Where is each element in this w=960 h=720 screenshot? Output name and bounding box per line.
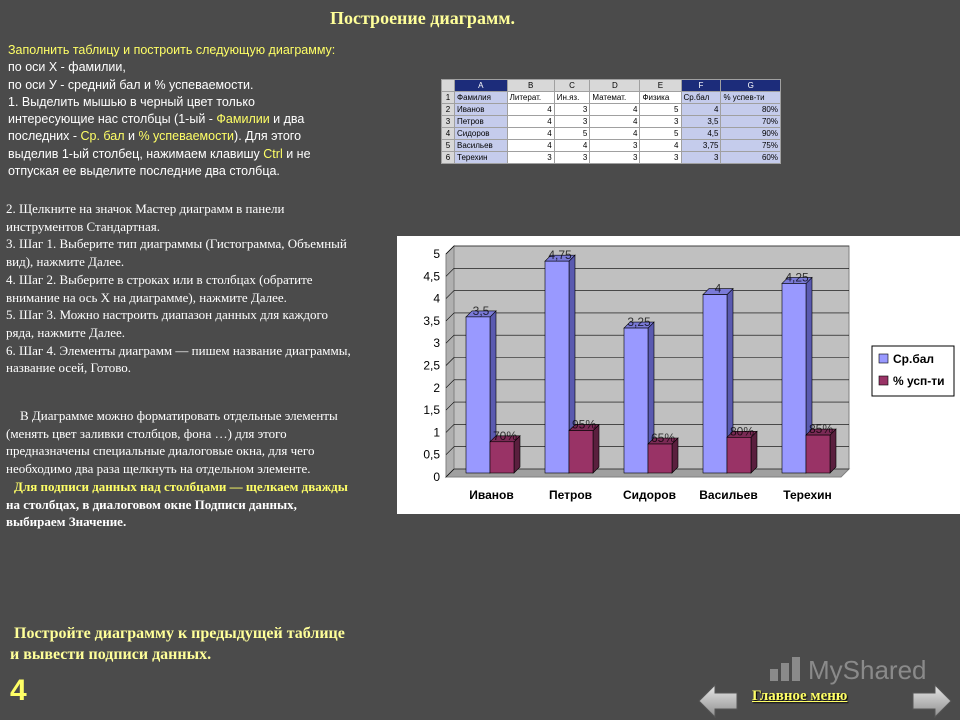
y-tick-label: 0 [433, 470, 440, 484]
sheet-row-num: 3 [442, 116, 455, 128]
sheet-cell: Математ. [590, 92, 640, 104]
data-label: 4,75 [548, 248, 572, 263]
sheet-cell: Литерат. [507, 92, 554, 104]
step-line: 4. Шаг 2. Выберите в строках или в столбцах (обратите [6, 271, 313, 287]
sheet-row-num: 2 [442, 104, 455, 116]
step-line: 6. Шаг 4. Элементы диаграмм — пишем название диаграммы, [6, 342, 351, 358]
step-line: 3. Шаг 1. Выберите тип диаграммы (Гистограмма, Объемный [6, 236, 347, 252]
sheet-cell: 5 [640, 104, 681, 116]
sheet-cell: 3,5 [681, 116, 721, 128]
task-text [10, 623, 345, 665]
step-line: ряда, нажмите Далее. [6, 324, 125, 340]
sheet-cell: 4 [554, 140, 590, 152]
highlight-sr-bal: Ср. бал [80, 129, 125, 144]
intro-line-2: по оси Х - фамилии, [8, 60, 126, 75]
bar-sr-bal [545, 261, 569, 473]
sheet-cell: 3 [554, 104, 590, 116]
legend-label: % усп-ти [893, 374, 945, 388]
step-line: внимание на ось Х на диаграмме), нажмите Далее. [6, 289, 287, 305]
table-row [442, 140, 781, 152]
format-text [6, 407, 398, 531]
sheet-col-e: E [640, 80, 681, 92]
sheet-cell: Иванов [455, 104, 508, 116]
bar-sr-bal [782, 283, 806, 473]
sheet-cell: 3 [554, 116, 590, 128]
table-row [442, 104, 781, 116]
wizard-steps-text [6, 200, 402, 377]
sheet-cell: 5 [554, 128, 590, 140]
y-tick-label: 3,5 [423, 313, 440, 328]
x-tick-label: Сидоров [622, 488, 677, 502]
data-label: 80% [729, 424, 755, 439]
bar-sr-bal [466, 317, 490, 473]
sheet-cell: 3 [640, 152, 681, 164]
main-menu-link[interactable]: Главное меню [752, 688, 848, 704]
sheet-column-header-row [442, 80, 781, 92]
sheet-cell: 3 [590, 140, 640, 152]
spreadsheet-table [441, 79, 781, 164]
sheet-cell: Ср.бал [681, 92, 721, 104]
legend-swatch [879, 376, 888, 385]
step-line: название осей, Готово. [6, 360, 132, 376]
y-tick-label: 4 [433, 291, 440, 306]
bar-side [593, 425, 599, 473]
intro-line-8: отпуская ее выделите последние два столбца. [8, 164, 280, 179]
slide-number: 4 [10, 674, 27, 707]
sheet-cell: 4 [590, 128, 640, 140]
bar-uspev [648, 444, 672, 473]
sheet-cell: 4 [590, 116, 640, 128]
data-label: 3,25 [627, 315, 651, 330]
sheet-cell: 4 [507, 116, 554, 128]
x-tick-label: Петров [548, 488, 593, 502]
intro-line-6-text: последних - [8, 129, 81, 144]
sheet-cell: Сидоров [455, 128, 508, 140]
legend-label: Ср.бал [893, 352, 935, 366]
intro-line-7-text: выделив 1-ый столбец, нажимаем клавишу [8, 146, 264, 161]
sheet-cell: 3 [507, 152, 554, 164]
y-tick-label: 5 [433, 247, 440, 261]
logo-icon [768, 655, 804, 683]
sheet-cell: Фамилия [455, 92, 508, 104]
y-tick-label: 1 [433, 425, 440, 440]
intro-line-1: Заполнить таблицу и построить следующую диаграмму: [8, 43, 336, 57]
data-label: 4,25 [785, 270, 809, 285]
format-line: предназначены специальные диалоговые окна, для чего [6, 443, 315, 459]
sheet-cell: 60% [721, 152, 781, 164]
logo [768, 655, 927, 686]
intro-line-7 [8, 146, 428, 163]
sheet-cell: 4 [640, 140, 681, 152]
bar-sr-bal [703, 295, 727, 473]
intro-line-5-tail: и два [269, 112, 305, 127]
intro-line-6-tail: ). Для этого [234, 129, 302, 144]
sheet-col-b: B [507, 80, 554, 92]
sheet-col-c: C [554, 80, 590, 92]
intro-text [8, 42, 428, 180]
intro-line-6 [8, 128, 428, 145]
sheet-row-num: 5 [442, 140, 455, 152]
format-line: необходимо два раза щелкнуть на отдельном элементе. [6, 461, 311, 477]
legend-swatch [879, 354, 888, 363]
y-tick-label: 2,5 [423, 358, 440, 373]
sheet-cell: 3 [554, 152, 590, 164]
sheet-cell: 3 [590, 152, 640, 164]
format-line: В Диаграмме можно форматировать отдельные элементы [20, 408, 338, 423]
sheet-cell: 4,5 [681, 128, 721, 140]
sheet-cell: 4 [507, 104, 554, 116]
y-tick-label: 3 [433, 336, 440, 351]
sheet-cell: Петров [455, 116, 508, 128]
step-line: 2. Щелкните на значок Мастер диаграмм в панели [6, 201, 285, 216]
sheet-row-num: 1 [442, 92, 455, 104]
sheet-cell: 4 [681, 104, 721, 116]
format-line: выбираем Значение. [6, 514, 127, 530]
sheet-cell: 90% [721, 128, 781, 140]
intro-line-5-text: интересующие нас столбцы (1-ый - [8, 112, 217, 127]
highlight-ctrl: Ctrl [263, 146, 283, 161]
y-tick-label: 4,5 [423, 269, 440, 284]
step-line: инструментов Стандартная. [6, 218, 160, 234]
y-tick-label: 0,5 [423, 447, 440, 462]
sheet-cell: 4 [507, 128, 554, 140]
intro-line-5 [8, 111, 428, 128]
back-arrow-icon[interactable] [697, 683, 739, 719]
x-tick-label: Васильев [699, 488, 758, 502]
sheet-cell: 4 [507, 140, 554, 152]
format-line: (менять цвет заливки столбцов, фона …) для этого [6, 425, 287, 441]
sheet-cell: 5 [640, 128, 681, 140]
step-line: вид), нажмите Далее. [6, 254, 125, 270]
sheet-col-f: F [681, 80, 721, 92]
y-tick-label: 2 [433, 380, 440, 395]
page-title: Построение диаграмм. [330, 8, 515, 28]
sheet-cell: % успев-ти [721, 92, 781, 104]
table-row [442, 116, 781, 128]
x-tick-label: Терехин [783, 488, 832, 502]
sheet-cell: 3 [640, 116, 681, 128]
sheet-corner [442, 80, 455, 92]
sheet-cell: Васильев [455, 140, 508, 152]
sheet-cell: Физика [640, 92, 681, 104]
sheet-col-d: D [590, 80, 640, 92]
sheet-cell: 70% [721, 116, 781, 128]
sheet-col-g: G [721, 80, 781, 92]
intro-line-6-mid: и [124, 129, 139, 144]
sheet-row-num: 4 [442, 128, 455, 140]
data-label: 65% [650, 431, 676, 446]
data-label: 3,5 [472, 303, 490, 318]
sheet-cell: Ин.яз. [554, 92, 590, 104]
bar-uspev [569, 431, 593, 473]
y-tick-label: 1,5 [423, 403, 440, 418]
forward-arrow-icon[interactable] [911, 683, 953, 719]
highlight-uspev: % успеваемости [138, 129, 235, 144]
bar-uspev [727, 437, 751, 473]
sheet-header-row [442, 92, 781, 104]
intro-line-4: 1. Выделить мышью в черный цвет только [8, 94, 255, 109]
data-label: 70% [492, 428, 518, 443]
bar-uspev [490, 442, 514, 473]
sheet-cell: 75% [721, 140, 781, 152]
task-line-2: и вывести подписи данных. [10, 646, 212, 663]
table-row [442, 128, 781, 140]
x-tick-label: Иванов [469, 488, 514, 502]
format-line: на столбцах, в диалоговом окне Подписи данных, [6, 496, 297, 512]
logo-text: MyShared [808, 655, 927, 685]
table-row [442, 152, 781, 164]
format-line-highlight: Для подписи данных над столбцами — щелкаем дважды [14, 478, 348, 494]
intro-line-7-tail: и не [282, 146, 311, 161]
bar-chart [397, 236, 960, 514]
sheet-cell: Терехин [455, 152, 508, 164]
data-label: 95% [571, 417, 597, 432]
highlight-familii: Фамилии [216, 112, 270, 127]
sheet-col-a: A [455, 80, 508, 92]
sheet-cell: 3,75 [681, 140, 721, 152]
intro-line-3: по оси У - средний бал и % успеваемости. [8, 77, 254, 92]
sheet-cell: 3 [681, 152, 721, 164]
sheet-cell: 80% [721, 104, 781, 116]
step-line: 5. Шаг 3. Можно настроить диапазон данных для каждого [6, 307, 328, 323]
bar-uspev [806, 435, 830, 473]
sheet-row-num: 6 [442, 152, 455, 164]
chart-panel [397, 236, 960, 514]
task-line-1: Постройте диаграмму к предыдущей таблице [14, 625, 345, 642]
bar-sr-bal [624, 328, 648, 473]
data-label: 4 [714, 281, 722, 296]
sheet-cell: 4 [590, 104, 640, 116]
data-label: 85% [808, 422, 834, 437]
